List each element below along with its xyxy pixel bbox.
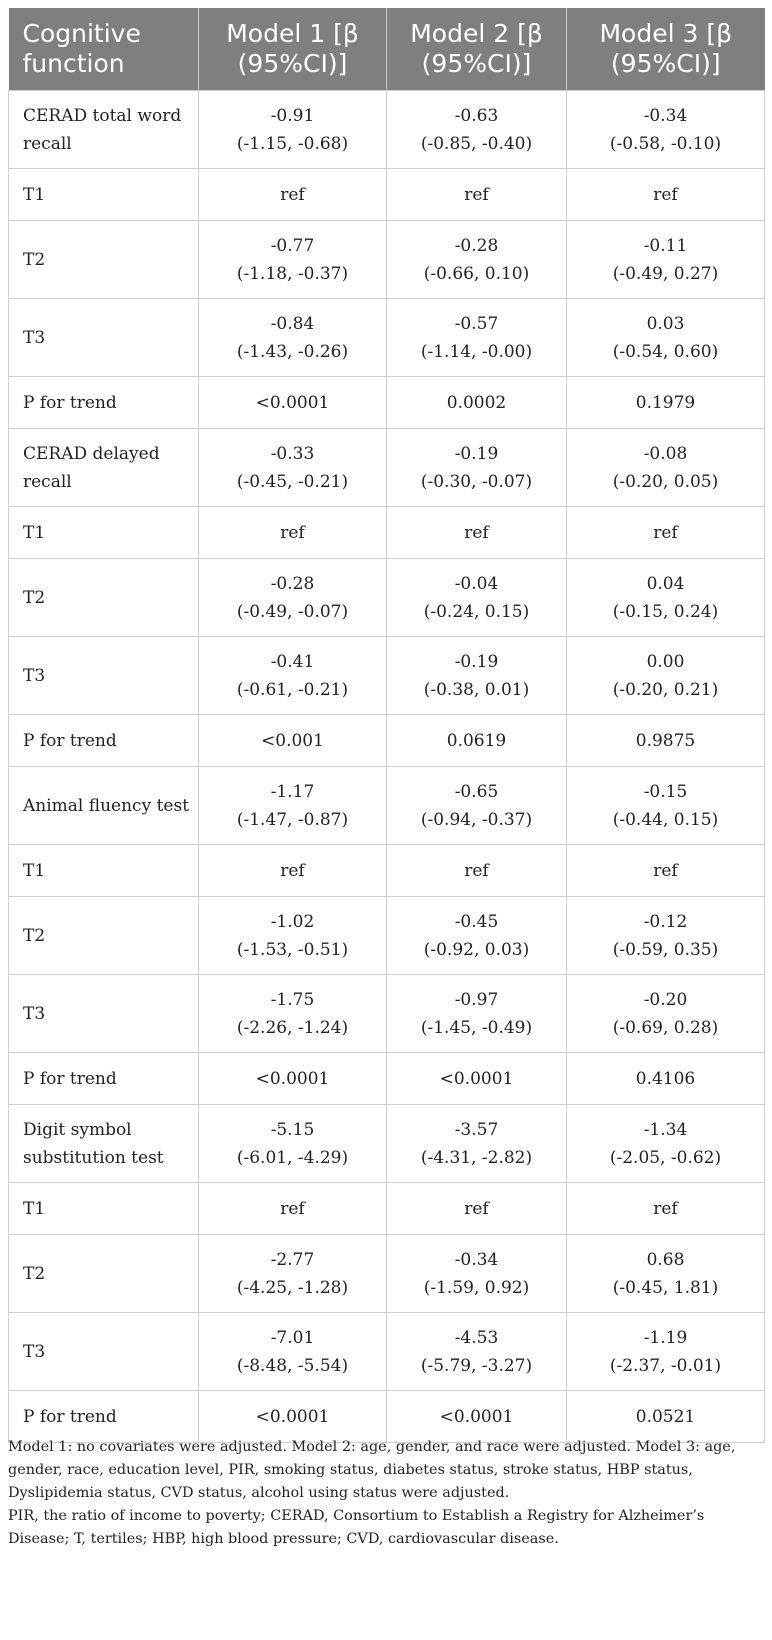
model-1-cell: [199, 897, 387, 975]
beta-value: 0.00: [646, 651, 685, 672]
beta-value: -0.63: [454, 105, 499, 126]
model-1-cell: [199, 91, 387, 169]
table-row: [9, 1391, 765, 1443]
header-model-2: [387, 8, 567, 91]
confidence-interval: (-0.44, 0.15): [612, 809, 719, 830]
model-1-cell: [199, 767, 387, 845]
beta-value: <0.0001: [255, 1406, 330, 1427]
confidence-interval: (-1.45, -0.49): [420, 1017, 533, 1038]
beta-value: -0.33: [270, 443, 315, 464]
header-row: [9, 8, 765, 91]
model-3-cell: [567, 767, 765, 845]
beta-value: -0.91: [270, 105, 315, 126]
confidence-interval: (-1.18, -0.37): [236, 263, 349, 284]
beta-value: 0.9875: [635, 730, 696, 751]
beta-value: 0.0002: [446, 392, 507, 413]
beta-value: -0.28: [270, 573, 315, 594]
beta-value: 0.1979: [635, 392, 696, 413]
row-label: CERAD delayed recall: [9, 429, 199, 507]
confidence-interval: (-1.47, -0.87): [236, 809, 349, 830]
table-footnotes: [8, 1436, 764, 1551]
model-3-cell: [567, 897, 765, 975]
beta-value: -0.34: [454, 1249, 499, 1270]
beta-value: -0.65: [454, 781, 499, 802]
model-2-cell: [387, 299, 567, 377]
beta-value: ref: [280, 522, 305, 543]
confidence-interval: (-0.69, 0.28): [612, 1017, 719, 1038]
beta-value: -0.41: [270, 651, 315, 672]
confidence-interval: (-0.20, 0.05): [612, 471, 719, 492]
confidence-interval: (-0.20, 0.21): [612, 679, 719, 700]
table-row: [9, 845, 765, 897]
table-row: [9, 169, 765, 221]
beta-value: 0.04: [646, 573, 685, 594]
beta-value: <0.001: [261, 730, 324, 751]
confidence-interval: (-4.25, -1.28): [236, 1277, 349, 1298]
row-label: P for trend: [9, 377, 199, 429]
header-line: (95%CI)]: [610, 49, 721, 78]
confidence-interval: (-0.24, 0.15): [423, 601, 530, 622]
model-2-cell: [387, 637, 567, 715]
beta-value: -0.57: [454, 313, 499, 334]
confidence-interval: (-0.49, -0.07): [236, 601, 349, 622]
confidence-interval: (-0.45, -0.21): [236, 471, 349, 492]
row-label: T2: [9, 897, 199, 975]
table-row: [9, 1235, 765, 1313]
header-model-1: [199, 8, 387, 91]
beta-value: ref: [280, 184, 305, 205]
row-label: T3: [9, 637, 199, 715]
model-2-cell: [387, 1183, 567, 1235]
model-1-cell: [199, 1391, 387, 1443]
confidence-interval: (-2.26, -1.24): [236, 1017, 349, 1038]
beta-value: 0.68: [646, 1249, 685, 1270]
row-label: Digit symbol substitution test: [9, 1105, 199, 1183]
model-2-cell: [387, 1105, 567, 1183]
beta-value: ref: [653, 1198, 678, 1219]
table-row: [9, 91, 765, 169]
model-1-cell: [199, 1053, 387, 1105]
model-3-cell: [567, 845, 765, 897]
beta-value: ref: [280, 1198, 305, 1219]
table-row: [9, 1313, 765, 1391]
header-line: Model 1 [β: [226, 19, 359, 48]
confidence-interval: (-4.31, -2.82): [420, 1147, 533, 1168]
model-1-cell: [199, 507, 387, 559]
beta-value: 0.03: [646, 313, 685, 334]
row-label: T2: [9, 221, 199, 299]
model-3-cell: [567, 91, 765, 169]
row-label: P for trend: [9, 1391, 199, 1443]
row-label: CERAD total word recall: [9, 91, 199, 169]
confidence-interval: (-0.58, -0.10): [609, 133, 722, 154]
table-row: [9, 1053, 765, 1105]
table-row: [9, 975, 765, 1053]
confidence-interval: (-0.61, -0.21): [236, 679, 349, 700]
model-2-cell: [387, 1235, 567, 1313]
model-2-cell: [387, 429, 567, 507]
table-row: [9, 1183, 765, 1235]
confidence-interval: (-2.05, -0.62): [609, 1147, 722, 1168]
row-label: T3: [9, 1313, 199, 1391]
table-row: [9, 377, 765, 429]
model-3-cell: [567, 1053, 765, 1105]
confidence-interval: (-5.79, -3.27): [420, 1355, 533, 1376]
beta-value: <0.0001: [255, 392, 330, 413]
beta-value: 0.0619: [446, 730, 507, 751]
model-1-cell: [199, 975, 387, 1053]
confidence-interval: (-6.01, -4.29): [236, 1147, 349, 1168]
model-1-cell: [199, 377, 387, 429]
table-header: [9, 8, 765, 91]
beta-value: -4.53: [454, 1327, 499, 1348]
confidence-interval: (-8.48, -5.54): [236, 1355, 349, 1376]
beta-value: -0.15: [643, 781, 688, 802]
row-label: T1: [9, 845, 199, 897]
model-3-cell: [567, 715, 765, 767]
beta-value: -3.57: [454, 1119, 499, 1140]
row-label: P for trend: [9, 715, 199, 767]
beta-value: -0.97: [454, 989, 499, 1010]
beta-value: <0.0001: [255, 1068, 330, 1089]
table-row: [9, 715, 765, 767]
confidence-interval: (-0.30, -0.07): [420, 471, 533, 492]
table-row: [9, 1105, 765, 1183]
beta-value: -1.19: [643, 1327, 688, 1348]
model-3-cell: [567, 1313, 765, 1391]
model-1-cell: [199, 1105, 387, 1183]
beta-value: -1.34: [643, 1119, 688, 1140]
row-label: Animal fluency test: [9, 767, 199, 845]
model-1-cell: [199, 1313, 387, 1391]
model-2-cell: [387, 169, 567, 221]
beta-value: -0.04: [454, 573, 499, 594]
model-3-cell: [567, 299, 765, 377]
beta-value: -0.08: [643, 443, 688, 464]
row-label: T3: [9, 975, 199, 1053]
beta-value: ref: [464, 184, 489, 205]
confidence-interval: (-0.38, 0.01): [423, 679, 530, 700]
footnote-models: Model 1: no covariates were adjusted. Model 2: age, gender, and race were adjusted. Model 3: age, gender, race, education level, PIR, smoking status, diabetes status, stroke status, HBP status, Dyslipidemia status, CVD status, alcohol using status were adjusted.: [8, 1439, 736, 1501]
header-line: Model 2 [β: [410, 19, 543, 48]
table-body: [9, 91, 765, 1443]
confidence-interval: (-0.49, 0.27): [612, 263, 719, 284]
row-label: P for trend: [9, 1053, 199, 1105]
model-3-cell: [567, 169, 765, 221]
table-row: [9, 767, 765, 845]
beta-value: <0.0001: [439, 1406, 514, 1427]
confidence-interval: (-1.43, -0.26): [236, 341, 349, 362]
beta-value: -1.02: [270, 911, 315, 932]
confidence-interval: (-0.94, -0.37): [420, 809, 533, 830]
model-1-cell: [199, 221, 387, 299]
model-1-cell: [199, 1235, 387, 1313]
table-row: [9, 429, 765, 507]
confidence-interval: (-1.53, -0.51): [236, 939, 349, 960]
confidence-interval: (-1.14, -0.00): [420, 341, 533, 362]
header-line: (95%CI)]: [237, 49, 348, 78]
table-row: [9, 637, 765, 715]
results-table: [8, 8, 765, 1443]
model-3-cell: [567, 221, 765, 299]
model-2-cell: [387, 1313, 567, 1391]
row-label: T1: [9, 169, 199, 221]
model-1-cell: [199, 169, 387, 221]
confidence-interval: (-0.45, 1.81): [612, 1277, 719, 1298]
model-1-cell: [199, 845, 387, 897]
header-model-3: [567, 8, 765, 91]
model-3-cell: [567, 1105, 765, 1183]
model-2-cell: [387, 897, 567, 975]
model-2-cell: [387, 1053, 567, 1105]
table-row: [9, 897, 765, 975]
beta-value: -1.75: [270, 989, 315, 1010]
model-3-cell: [567, 975, 765, 1053]
table-row: [9, 221, 765, 299]
beta-value: -0.45: [454, 911, 499, 932]
header-line: function: [22, 49, 125, 78]
model-2-cell: [387, 377, 567, 429]
model-3-cell: [567, 377, 765, 429]
confidence-interval: (-1.15, -0.68): [236, 133, 349, 154]
beta-value: -1.17: [270, 781, 315, 802]
beta-value: -0.11: [643, 235, 688, 256]
row-label: T2: [9, 559, 199, 637]
confidence-interval: (-0.66, 0.10): [423, 263, 530, 284]
confidence-interval: (-0.59, 0.35): [612, 939, 719, 960]
beta-value: ref: [464, 860, 489, 881]
beta-value: ref: [464, 1198, 489, 1219]
beta-value: -7.01: [270, 1327, 315, 1348]
beta-value: -0.19: [454, 443, 499, 464]
beta-value: -0.77: [270, 235, 315, 256]
model-2-cell: [387, 1391, 567, 1443]
table-row: [9, 299, 765, 377]
model-3-cell: [567, 1391, 765, 1443]
model-1-cell: [199, 559, 387, 637]
beta-value: 0.4106: [635, 1068, 696, 1089]
model-1-cell: [199, 715, 387, 767]
model-3-cell: [567, 637, 765, 715]
model-2-cell: [387, 767, 567, 845]
header-line: Model 3 [β: [599, 19, 733, 48]
footnote-abbreviations: PIR, the ratio of income to poverty; CERAD, Consortium to Establish a Registry for Alzheimer’s Disease; T, tertiles; HBP, high blood pressure; CVD, cardiovascular disease.: [8, 1508, 705, 1547]
beta-value: -2.77: [270, 1249, 315, 1270]
beta-value: -0.20: [643, 989, 688, 1010]
model-2-cell: [387, 559, 567, 637]
table-row: [9, 507, 765, 559]
confidence-interval: (-0.85, -0.40): [420, 133, 533, 154]
model-2-cell: [387, 507, 567, 559]
confidence-interval: (-0.15, 0.24): [612, 601, 719, 622]
model-3-cell: [567, 1235, 765, 1313]
beta-value: -0.34: [643, 105, 688, 126]
model-2-cell: [387, 91, 567, 169]
beta-value: -0.28: [454, 235, 499, 256]
beta-value: ref: [653, 184, 678, 205]
beta-value: -0.84: [270, 313, 315, 334]
beta-value: ref: [653, 522, 678, 543]
confidence-interval: (-0.92, 0.03): [423, 939, 530, 960]
header-line: Cognitive: [22, 19, 141, 48]
row-label: T2: [9, 1235, 199, 1313]
model-2-cell: [387, 845, 567, 897]
model-2-cell: [387, 221, 567, 299]
model-3-cell: [567, 507, 765, 559]
header-cognitive-function: [9, 8, 199, 91]
row-label: T1: [9, 1183, 199, 1235]
model-2-cell: [387, 715, 567, 767]
beta-value: -0.12: [643, 911, 688, 932]
model-1-cell: [199, 429, 387, 507]
row-label: T1: [9, 507, 199, 559]
confidence-interval: (-0.54, 0.60): [612, 341, 719, 362]
row-label: T3: [9, 299, 199, 377]
beta-value: ref: [464, 522, 489, 543]
beta-value: ref: [280, 860, 305, 881]
header-line: (95%CI)]: [421, 49, 532, 78]
model-1-cell: [199, 637, 387, 715]
beta-value: <0.0001: [439, 1068, 514, 1089]
model-1-cell: [199, 1183, 387, 1235]
beta-value: ref: [653, 860, 678, 881]
table-row: [9, 559, 765, 637]
model-3-cell: [567, 1183, 765, 1235]
model-3-cell: [567, 559, 765, 637]
beta-value: -0.19: [454, 651, 499, 672]
beta-value: 0.0521: [635, 1406, 696, 1427]
beta-value: -5.15: [270, 1119, 315, 1140]
confidence-interval: (-1.59, 0.92): [423, 1277, 530, 1298]
confidence-interval: (-2.37, -0.01): [609, 1355, 722, 1376]
model-1-cell: [199, 299, 387, 377]
model-2-cell: [387, 975, 567, 1053]
model-3-cell: [567, 429, 765, 507]
